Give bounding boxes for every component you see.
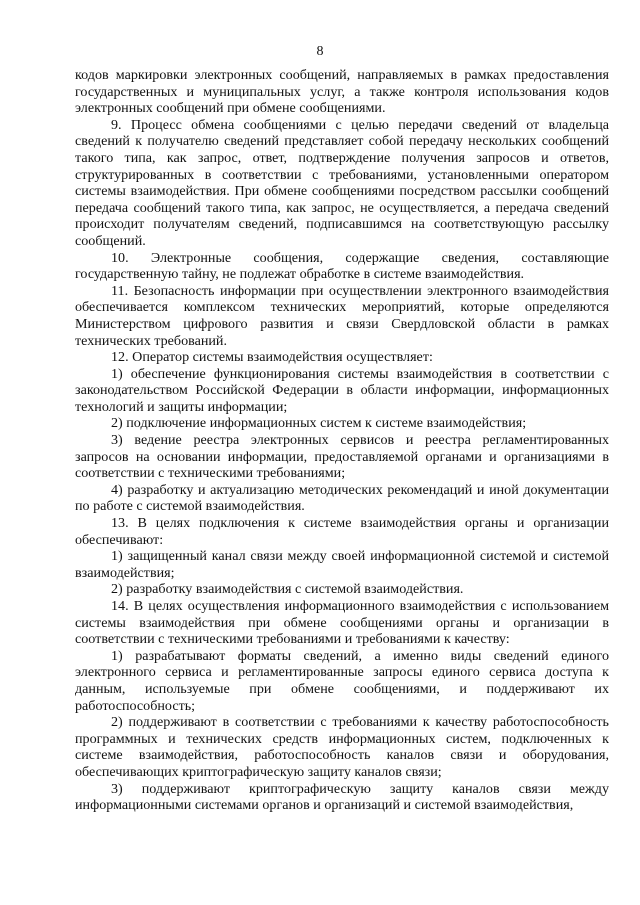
paragraph-continuation: кодов маркировки электронных сообщений, направляемых в рамках предоставления государственных и муниципальных услуг, а также контроля использования кодов электронных сообщений при обмене сообщениями. (75, 67, 609, 117)
paragraph-item-12-2: 2) подключение информационных систем к системе взаимодействия; (111, 415, 527, 432)
paragraph-item-14-3: 3) поддерживают криптографическую защиту каналов связи между информационными системами органов и организаций и системой взаимодействия, (75, 780, 609, 814)
paragraph-item-14-1: 1) разрабатывают форматы сведений, а именно виды сведений единого электронного сервиса и регламентированные запросы единого сервиса доступа к данным, используемые при обмене сообщениями, и поддерживают их работоспособность; (75, 647, 609, 714)
paragraph-item-12-4: 4) разработку и актуализацию методических рекомендаций и иной документации по работе с системой взаимодействия. (75, 481, 609, 515)
page-number: 8 (316, 44, 324, 59)
paragraph-item-9: 9. Процесс обмена сообщениями с целью передачи сведений от владельца сведений к получателю сведений представляет собой передачу нескольких сообщений такого типа, как запрос, ответ, подтверждение получения запросов и ответов, структурированных в соответствии с требованиями, установленными оператором системы взаимодействия. При обмене сообщениями посредством рассылки сообщений передача сообщений такого типа, как запрос, не осуществляется, а передача сведений происходит получателям сведений, подписавшимся на соответствующую рассылку сообщений. (75, 116, 609, 249)
document-body (75, 67, 609, 814)
paragraph-item-13-2: 2) разработку взаимодействия с системой взаимодействия. (111, 581, 464, 598)
paragraph-item-11: 11. Безопасность информации при осуществлении электронного взаимодействия обеспечивается комплексом технических мероприятий, которые определяются Министерством цифрового развития и связи Свердловской области в рамках технических требований. (75, 282, 609, 349)
paragraph-item-14-2: 2) поддерживают в соответствии с требованиями к качеству работоспособность программных и технических средств информационных систем, подключенных к системе взаимодействия, работоспособность каналов связи и оборудования, обеспечивающих криптографическую защиту каналов связи; (75, 714, 609, 780)
paragraph-item-12: 12. Оператор системы взаимодействия осуществляет: (111, 349, 433, 366)
paragraph-item-12-1: 1) обеспечение функционирования системы взаимодействия в соответствии с законодательством Российской Федерации в области информации, информационных технологий и защиты информации; (75, 365, 609, 415)
paragraph-item-13: 13. В целях подключения к системе взаимодействия органы и организации обеспечивают: (75, 515, 609, 548)
paragraph-item-12-3: 3) ведение реестра электронных сервисов и реестра регламентированных запросов на основании информации, предоставляемой органами и организациями в соответствии с техническими требованиями; (75, 432, 609, 482)
paragraph-item-14: 14. В целях осуществления информационного взаимодействия с использованием системы взаимодействия при обмене сообщениями органы и организации в соответствии с техническими требованиями и требованиями к качеству: (75, 598, 609, 648)
paragraph-item-13-1: 1) защищенный канал связи между своей информационной системой и системой взаимодействия; (75, 548, 609, 581)
paragraph-item-10: 10. Электронные сообщения, содержащие сведения, составляющие государственную тайну, не подлежат обработке в системе взаимодействия. (75, 249, 609, 283)
